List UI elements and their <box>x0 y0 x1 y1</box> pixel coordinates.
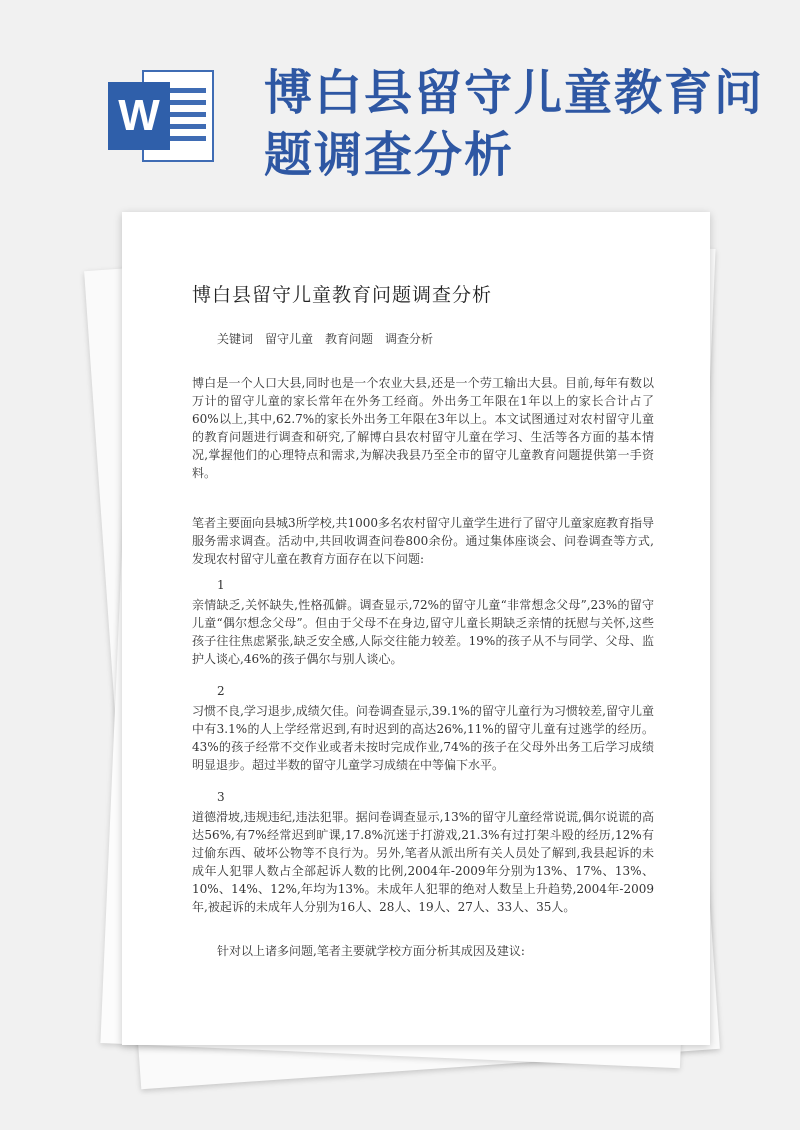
page-title: 博白县留守儿童教育问题调查分析 <box>264 65 765 183</box>
item-number: 3 <box>217 790 225 804</box>
item-text: 习惯不良,学习退步,成绩欠佳。问卷调查显示,39.1%的留守儿童行为习惯较差,留守儿童中有3.1%的人上学经常迟到,有时迟到的高达26%,11%的留守儿童有过逃学的经历。43%的孩子经常不交作业或者未按时完成作业,74%的孩子在父母外出务工后学习成绩明显退步。超过半数的留守儿童学习成绩在中等偏下水平。 <box>192 704 654 772</box>
document-keywords: 关键词 留守儿童 教育问题 调查分析 <box>217 332 434 346</box>
paragraph: 博白是一个人口大县,同时也是一个农业大县,还是一个劳工输出大县。目前,每年有数以万计的留守儿童的家长常年在外务工经商。外出务工年限在1年以上的家长合计占了60%以上,其中,62.7%的家长外出务工年限在3年以上。本文试图通过对农村留守儿童的教育问题进行调查和研究,了解博白县农村留守儿童在学习、生活等各方面的基本情况,掌握他们的心理特点和需求,为解决我县乃至全市的留守儿童教育问题提供第一手资料。 <box>192 376 654 480</box>
paragraph: 笔者主要面向县城3所学校,共1000多名农村留守儿童学生进行了留守儿童家庭教育指导服务需求调查。活动中,共回收调查问卷800余份。通过集体座谈会、问卷调查等方式,发现农村留守儿童在教育方面存在以下问题: <box>192 516 654 566</box>
closing-paragraph: 针对以上诸多问题,笔者主要就学校方面分析其成因及建议: <box>217 944 525 958</box>
item-text: 道德滑坡,违规违纪,违法犯罪。据问卷调查显示,13%的留守儿童经常说谎,偶尔说谎的高达56%,有7%经常迟到旷课,17.8%沉迷于打游戏,21.3%有过打架斗殴的经历,12%有过偷东西、破坏公物等不良行为。另外,笔者从派出所有关人员处了解到,我县起诉的未成年人犯罪人数占全部起诉人数的比例,2004年-2009年分别为13%、17%、13%、10%、14%、12%,年均为13%。未成年人犯罪的绝对人数呈上升趋势,2004年-2009年,被起诉的未成年人分别为16人、28人、19人、27人、33人、35人。 <box>192 810 654 914</box>
item-text: 亲情缺乏,关怀缺失,性格孤僻。调查显示,72%的留守儿童“非常想念父母”,23%的留守儿童“偶尔想念父母”。但由于父母不在身边,留守儿童长期缺乏亲情的抚慰与关怀,这些孩子往往焦虑紧张,缺乏安全感,人际交往能力较差。19%的孩子从不与同学、父母、监护人谈心,46%的孩子偶尔与别人谈心。 <box>192 598 654 666</box>
document-page <box>122 212 710 1045</box>
word-document-icon <box>108 70 218 162</box>
item-number: 1 <box>217 578 225 592</box>
document-title: 博白县留守儿童教育问题调查分析 <box>192 284 493 306</box>
header-banner <box>0 0 800 210</box>
item-number: 2 <box>217 684 225 698</box>
word-icon-badge: W <box>108 82 170 150</box>
